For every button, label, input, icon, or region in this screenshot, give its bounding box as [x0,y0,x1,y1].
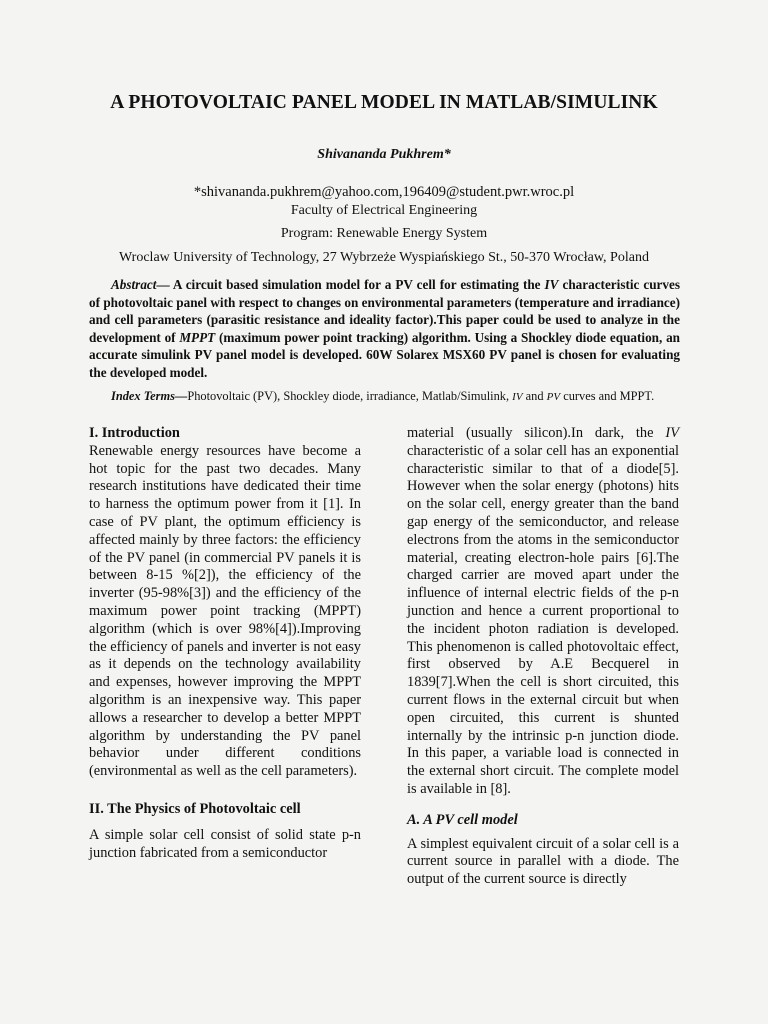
index-terms-dash: — [174,389,188,403]
index-terms-pv: PV [546,391,561,403]
index-terms-iv: IV [512,391,523,403]
author-name: Shivananda Pukhrem* [317,147,451,162]
abstract-text-2: characteristic curves of photovoltaic panel with respect to changes on environmental parameters (temperature and irradiance) and cell parameters (parasitic resistance and ideality factor).This paper could be used to analyze in the development of [89,277,680,345]
paper-title: A PHOTOVOLTAIC PANEL MODEL IN MATLAB/SIMULINK [110,92,658,113]
author-faculty: Faculty of Electrical Engineering [290,203,478,218]
right-text-2: characteristic of a solar cell has an exponential characteristic similar to that of a diode[5]. However when the solar energy (photons) hits on the solar cell, energy greater than the band gap energy of the semiconductor, and release electrons from the atoms in the semiconductor material, creating electron-hole pairs [6].The charged carrier are moved apart under the influence of internal electric fields of the p-n junction and hence a current proportional to the incident photon radiation is developed. This phenomenon is called photovoltaic effect, first observed by A.E Becquerel in 1839[7].When the cell is short circuited, this current flows in the external circuit but when open circuited, this current is shunted internally by the intrinsic p-n junction diode. In this paper, a variable load is connected in the external short circuit. The complete model is available in [8]. [407,442,679,797]
abstract-label: Abstract [111,277,157,292]
right-iv: IV [665,425,679,441]
author-email: *shivananda.pukhrem@yahoo.com,196409@student.pwr.wroc.pl [193,184,575,200]
abstract-iv: IV [544,277,559,292]
abstract [89,276,680,382]
intro-heading: I. Introduction [89,425,180,441]
intro-text: Renewable energy resources have become a hot topic for the past two decades. Many research institutions have dedicated their time to harness the optimum power from it [1]. In case of PV plant, the optimum efficiency is affected mainly by three factors: the efficiency of the PV panel (in commercial PV panels it is between 8-15 %[2]), the efficiency of the inverter (95-98%[3]) and the efficiency of the maximum power point tracking (MPPT) algorithm (which is over 98%[4]).Improving the efficiency of panels and inverter is not easy as it depends on the technology availability and expenses, however improving the MPPT algorithm is an inexpensive way. This paper allows a researcher to develop a better MPPT algorithm by understanding the PV panel behavior under different conditions (environmental as well as the cell parameters). [89,442,361,780]
index-terms-text-2: curves and MPPT. [560,389,655,403]
right-text-1: material (usually silicon).In dark, the [407,425,666,441]
index-terms-label: Index Terms [111,389,175,403]
physics-heading: II. The Physics of Photovoltaic cell [89,800,301,817]
index-terms-and: and [522,389,547,403]
abstract-text-1: A circuit based simulation model for a PV cell for estimating the [172,277,545,292]
abstract-dash: — [156,277,173,292]
author-university: Wroclaw University of Technology, 27 Wybrzeże Wyspiańskiego St., 50-370 Wrocław, Poland [119,250,649,265]
abstract-text-3: (maximum power point tracking) algorithm. Using a Shockley diode equation, an accurate simulink PV panel model is developed. 60W Solarex MSX60 PV panel is chosen for evaluating the developed model. [89,329,680,380]
pv-cell-model-text: A simplest equivalent circuit of a solar cell is a current source in parallel with a diode. The output of the current source is directly [407,835,679,888]
left-column [89,425,361,862]
pv-cell-model-heading: A. A PV cell model [407,811,518,828]
index-terms [89,389,689,404]
abstract-mppt: MPPT [179,329,216,345]
physics-text: A simple solar cell consist of solid state p-n junction fabricated from a semiconductor [89,826,361,861]
index-terms-text-1: Photovoltaic (PV), Shockley diode, irradiance, Matlab/Simulink, [187,389,513,403]
author-program: Program: Renewable Energy System [280,226,488,241]
right-column [407,425,679,889]
right-paragraph [407,425,679,799]
